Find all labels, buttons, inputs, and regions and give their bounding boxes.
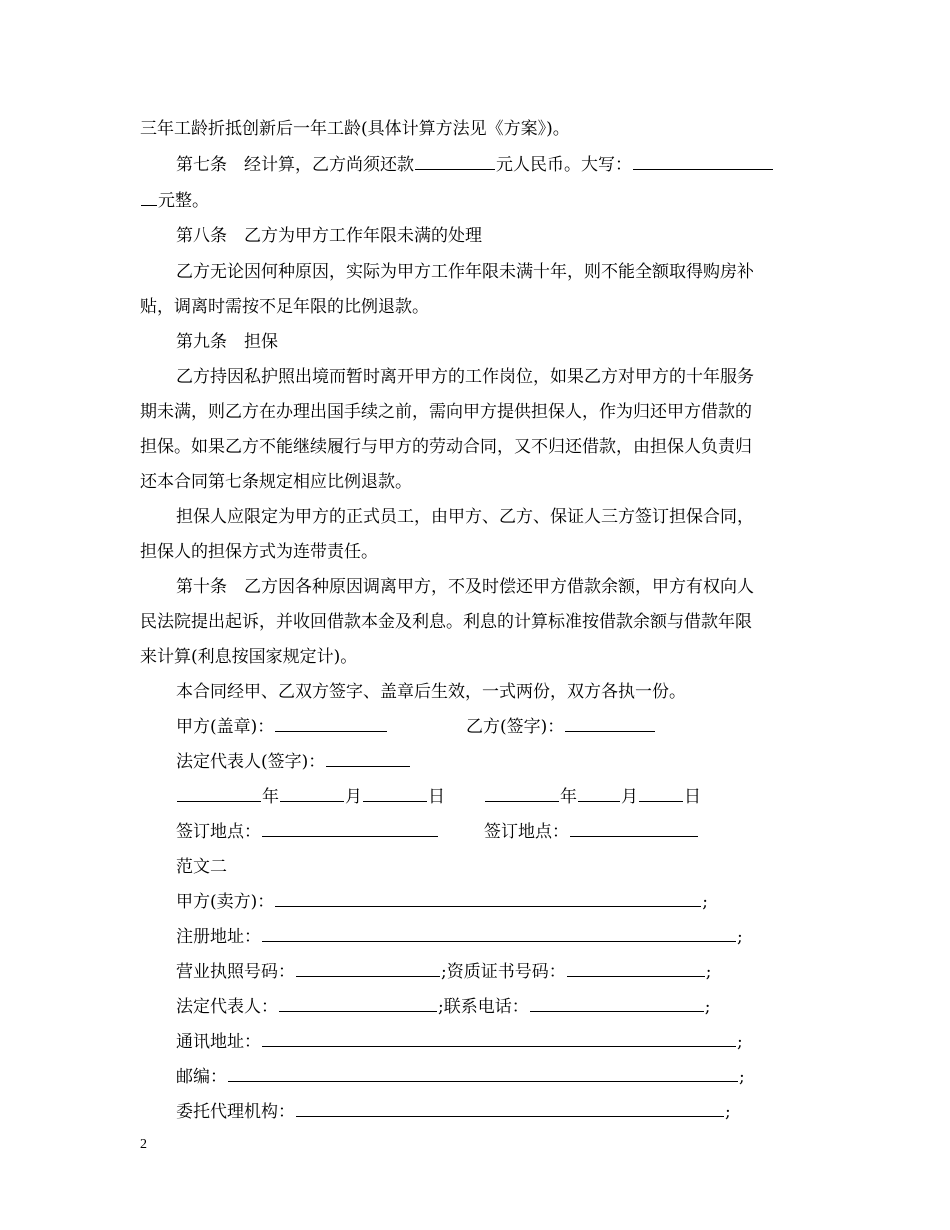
party-b-label: 乙方(签字)： [466,717,565,737]
seller-blank [275,891,701,907]
paragraph-line: 贴，调离时需按不足年限的比例退款。 [140,297,429,317]
legal-rep-field [176,996,710,1018]
amount-words-blank [633,154,773,170]
paragraph-line: 乙方持因私护照出境而暂时离开甲方的工作岗位，如果乙方对甲方的十年服务 [176,367,754,387]
sign-place-blank [570,821,698,837]
semicolon: ; [441,962,447,982]
seller-field [176,891,708,913]
sign-place-label: 签订地点： [484,822,569,842]
sign-place-b [484,821,699,843]
year-blank [177,786,261,802]
article-9-heading: 第九条 担保 [176,332,278,352]
semicolon: ; [725,1102,731,1122]
article-7-text-3: 元整。 [158,191,209,211]
page-number: 2 [140,1137,147,1152]
article-7-line [176,154,774,176]
paragraph-line: 来计算(利息按国家规定计)。 [140,647,358,667]
phone-label: 联系电话： [443,997,529,1017]
day-label: 日 [428,787,445,807]
license-blank [296,961,440,977]
month-blank [280,786,344,802]
month-label: 月 [345,787,362,807]
template-2-heading: 范文二 [176,857,227,877]
semicolon: ; [702,892,708,912]
party-a-seal [176,716,388,738]
sign-place-label: 签订地点： [176,822,261,842]
party-a-blank [275,716,387,732]
qualification-label: 资质证书号码： [446,962,566,982]
semicolon: ; [739,1067,745,1087]
license-label: 营业执照号码： [176,962,295,982]
semicolon: ; [704,997,711,1017]
year-label: 年 [262,787,279,807]
amount-words-blank-2 [141,190,157,206]
legal-rep-sign [176,751,411,773]
mail-address-field [176,1031,743,1053]
amount-blank [415,154,495,170]
reg-address-label: 注册地址： [176,927,261,947]
paragraph-line: 担保人应限定为甲方的正式员工，由甲方、乙方、保证人三方签订担保合同， [176,507,754,527]
party-b-sign [466,716,656,738]
month-label: 月 [621,787,638,807]
article-7-text-2: 元人民币。大写： [496,155,632,175]
year-blank [485,786,559,802]
paragraph-line: 担保。如果乙方不能继续履行与甲方的劳动合同，又不归还借款，由担保人负责归 [140,437,752,457]
paragraph-line: 本合同经甲、乙双方签字、盖章后生效，一式两份，双方各执一份。 [176,682,686,702]
mail-address-label: 通讯地址： [176,1032,261,1052]
paragraph-line: 期未满，则乙方在办理出国手续之前，需向甲方提供担保人，作为归还甲方借款的 [140,402,752,422]
legal-rep-blank [279,996,437,1012]
mail-address-blank [262,1031,736,1047]
paragraph-line: 担保人的担保方式为连带责任。 [140,542,378,562]
qualification-blank [567,961,705,977]
semicolon: ; [705,962,712,982]
day-blank [639,786,683,802]
date-a [176,786,445,808]
year-label: 年 [560,787,577,807]
phone-blank [530,996,704,1012]
agency-label: 委托代理机构： [176,1102,295,1122]
agency-blank [296,1101,724,1117]
postcode-field [176,1066,745,1088]
sign-place-blank [262,821,438,837]
party-b-blank [565,716,655,732]
paragraph-line: 乙方无论因何种原因，实际为甲方工作年限未满十年，则不能全额取得购房补 [176,262,754,282]
reg-address-field [176,926,743,948]
article-8-heading: 第八条 乙方为甲方工作年限未满的处理 [176,226,482,246]
paragraph-line: 民法院提出起诉，并收回借款本金及利息。利息的计算标准按借款余额与借款年限 [140,612,752,632]
semicolon: ; [737,927,743,947]
sign-place-a [176,821,439,843]
legal-rep-label: 法定代表人(签字)： [176,752,326,772]
date-b [484,786,701,808]
legal-rep-label: 法定代表人： [176,997,278,1017]
paragraph-line: 三年工龄折抵创新后一年工龄(具体计算方法见《方案》)。 [140,119,570,139]
postcode-label: 邮编： [176,1067,227,1087]
agency-field [176,1101,731,1123]
day-label: 日 [684,787,701,807]
semicolon: ; [438,997,444,1017]
party-a-label: 甲方(盖章)： [176,717,275,737]
article-7-line-2 [140,190,209,212]
postcode-blank [228,1066,738,1082]
paragraph-line: 还本合同第七条规定相应比例退款。 [140,472,412,492]
seller-label: 甲方(卖方)： [176,892,275,912]
reg-address-blank [262,926,736,942]
legal-rep-blank [326,751,410,767]
license-field [176,961,711,983]
month-blank [578,786,620,802]
article-7-text: 第七条 经计算，乙方尚须还款 [176,155,414,175]
article-10-line: 第十条 乙方因各种原因调离甲方，不及时偿还甲方借款余额，甲方有权向人 [176,577,754,597]
semicolon: ; [737,1032,743,1052]
day-blank [363,786,427,802]
